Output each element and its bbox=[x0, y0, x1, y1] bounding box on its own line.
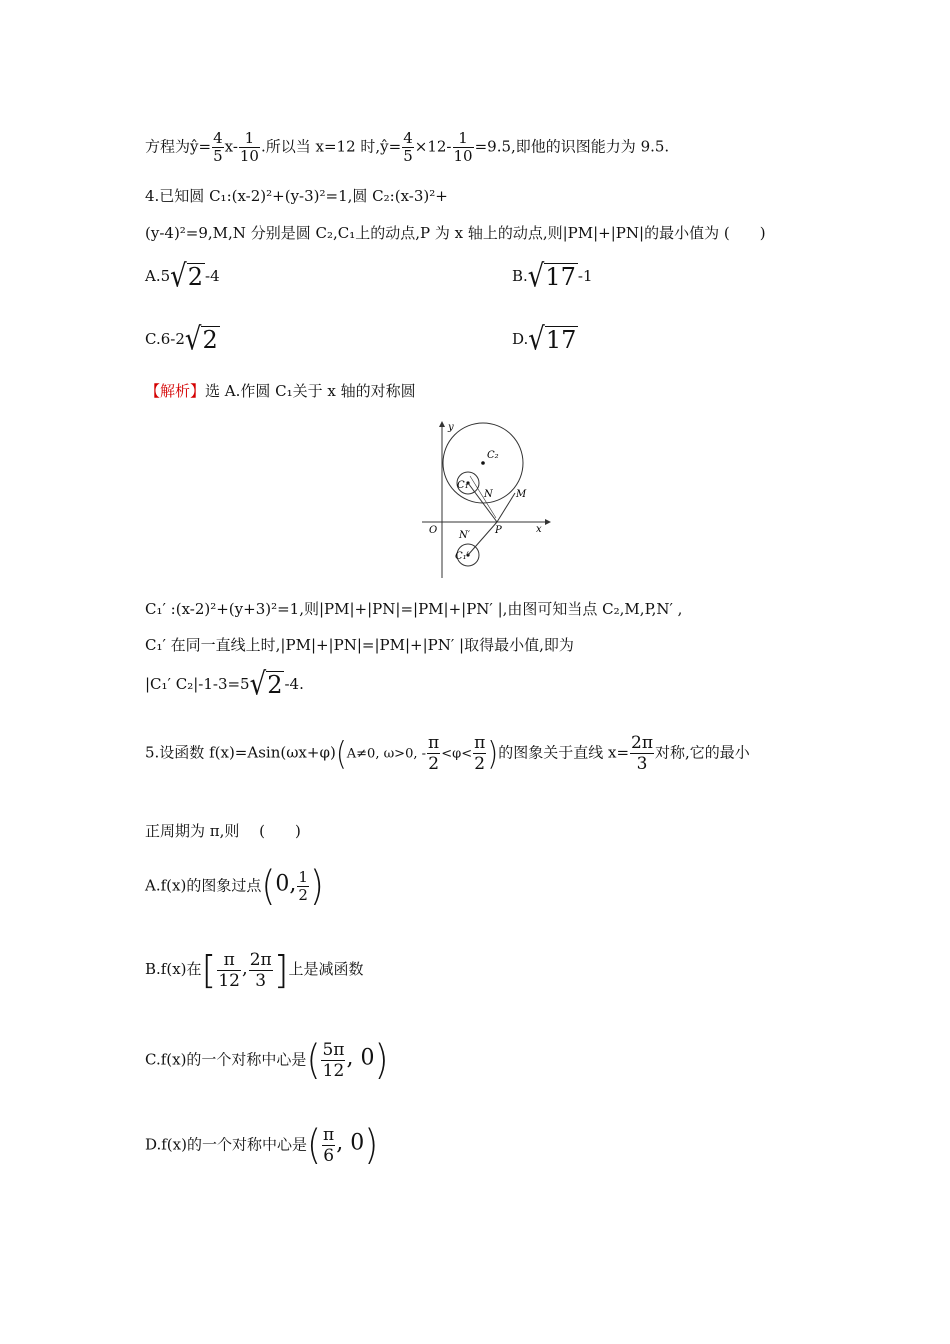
option-b: B.√17 -1 bbox=[512, 259, 593, 295]
option-d: D.√17 bbox=[512, 322, 577, 358]
option-a: A.5√2 -4 bbox=[145, 259, 220, 295]
solution-line-2: C₁′ :(x-2)²+(y+3)²=1,则|PM|+|PN|=|PM|+|PN′ |,由图可知当点 C₂,M,P,N′ , bbox=[145, 600, 683, 618]
sqrt: √2 bbox=[249, 667, 283, 703]
sqrt: √17 bbox=[527, 259, 576, 295]
sqrt: √17 bbox=[528, 322, 577, 358]
solution-line-4: |C₁′ C₂|-1-3=5√2 -4. bbox=[145, 667, 304, 703]
fraction: $\frac{4}{5}$ bbox=[213, 129, 223, 165]
label-m: M bbox=[516, 489, 527, 500]
option-c: C.6-2√2 bbox=[145, 322, 218, 358]
label-x: x bbox=[536, 524, 542, 535]
solution-tag: 【解析】 bbox=[145, 382, 206, 400]
label-c1-prime: C₁′ bbox=[455, 551, 469, 562]
q5-option-b: B.f(x)在[ $\frac{\pi}{12}$ , $\frac{2\pi}{3}$ ]上是减函数 bbox=[145, 948, 364, 992]
center-c2 bbox=[481, 461, 485, 465]
fraction: $\frac{2\pi}{3}$ bbox=[631, 733, 654, 774]
solution-line-3: C₁′ 在同一直线上时,|PM|+|PN|=|PM|+|PN′ |取得最小值,即为 bbox=[145, 636, 574, 654]
label-n-prime: N′ bbox=[459, 530, 471, 541]
fraction: $\frac{1}{10}$ bbox=[239, 129, 259, 165]
question-4-line-1: 4.已知圆 C₁:(x-2)²+(y-3)²=1,圆 C₂:(x-3)²+ bbox=[145, 187, 448, 205]
label-n: N bbox=[484, 489, 493, 500]
label-p: P bbox=[495, 525, 502, 536]
q5-option-a: A.f(x)的图象过点(0, $\frac{1}{2}$ ) bbox=[145, 862, 324, 911]
fraction: $\frac{5\pi}{12}$ bbox=[322, 1040, 345, 1081]
label-c2: C₂ bbox=[487, 450, 499, 461]
sqrt: √2 bbox=[184, 322, 218, 358]
label-c1: C₁ bbox=[457, 480, 469, 491]
q5-option-c: C.f(x)的一个对称中心是( $\frac{5\pi}{12}$ , 0) bbox=[145, 1036, 389, 1085]
label-o: O bbox=[429, 525, 438, 536]
fraction: $\frac{\pi}{6}$ bbox=[323, 1125, 335, 1166]
q5-option-d: D.f(x)的一个对称中心是( $\frac{\pi}{6}$ , 0) bbox=[145, 1121, 379, 1170]
line-p-m bbox=[497, 493, 515, 522]
x-axis-arrow bbox=[545, 519, 551, 525]
fraction: $\frac{4}{5}$ bbox=[403, 129, 413, 165]
sqrt: √2 bbox=[170, 259, 204, 295]
fraction: $\frac{2\pi}{3}$ bbox=[249, 949, 272, 991]
geometry-figure bbox=[410, 418, 560, 583]
fraction: $\frac{1}{10}$ bbox=[453, 129, 473, 165]
question-4-line-2: (y-4)²=9,M,N 分别是圆 C₂,C₁上的动点,P 为 x 轴上的动点,则|PM|+|PN|的最小值为 ( ) bbox=[145, 224, 766, 242]
solution-intro: 【解析】选 A.作圆 C₁关于 x 轴的对称圆 bbox=[145, 382, 416, 400]
fraction: $\frac{\pi}{2}$ bbox=[474, 733, 486, 774]
fraction: $\frac{1}{2}$ bbox=[298, 868, 308, 904]
question-5-line-2: 正周期为 π,则 ( ) bbox=[145, 822, 301, 840]
line-p-c1prime bbox=[468, 522, 497, 555]
solution-line-equation: 方程为ŷ= $\frac{4}{5}$ x- $\frac{1}{10}$ .所以当 x=12 时,ŷ= $\frac{4}{5}$ ×12- $\frac{1}{10}$ =9.5,即他的识图能力为 9.5. bbox=[145, 129, 670, 165]
question-5-line-1: 5.设函数 f(x)=Asin(ωx+φ)(A≠0, ω>0, - $\frac{\pi}{2}$ <φ< $\frac{\pi}{2}$ )的图象关于直线 x= $\frac{2\pi}{3}$ 对称,它的最小 bbox=[145, 733, 750, 774]
y-axis-arrow bbox=[439, 421, 445, 427]
fraction: $\frac{\pi}{12}$ bbox=[218, 949, 240, 991]
fraction: $\frac{\pi}{2}$ bbox=[428, 733, 440, 774]
label-y: y bbox=[448, 422, 454, 433]
